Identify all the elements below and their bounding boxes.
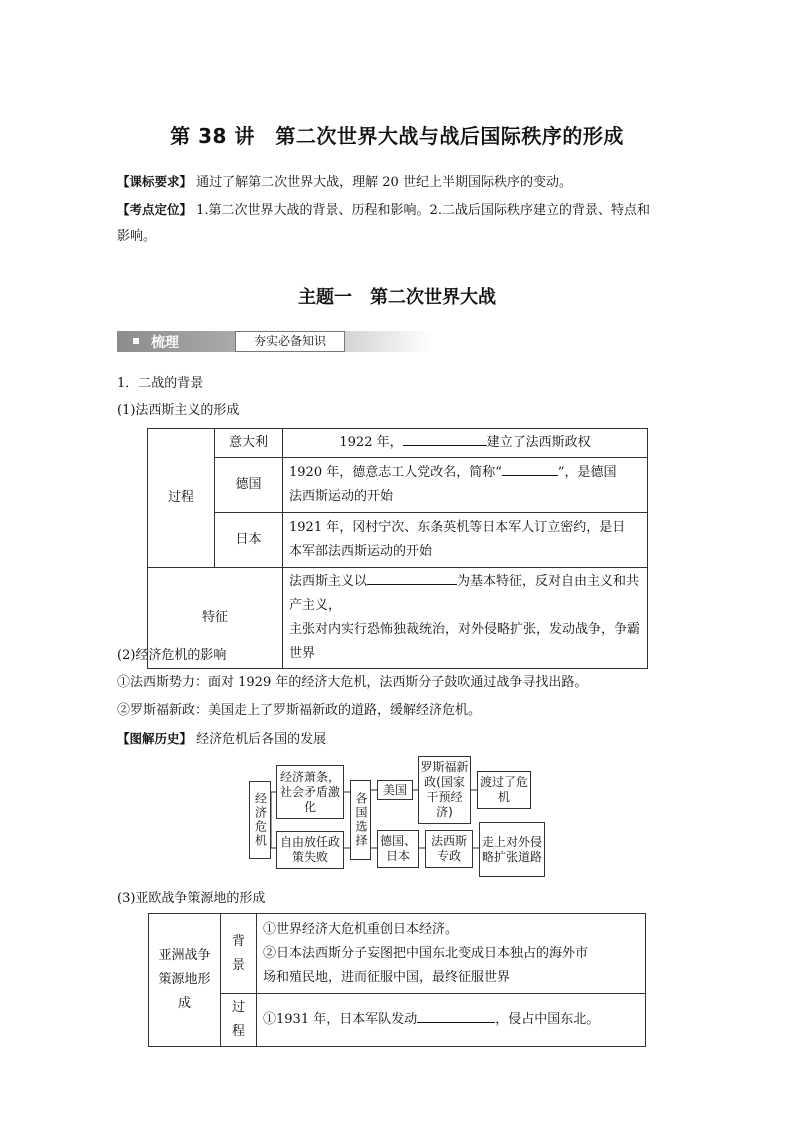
diagram-roosevelt-text: 罗斯福新政(国家干预经济) xyxy=(420,760,469,819)
country-japan: 日本 xyxy=(215,513,283,568)
germany-line1-pre: 1920 年，德意志工人党改名，简称“ xyxy=(289,465,502,480)
diagram-choice-text: 各国选择 xyxy=(354,792,368,848)
country-germany: 德国 xyxy=(215,458,283,513)
asia-process-label: 过程 xyxy=(221,994,257,1047)
diagram-crisis-text: 经济危机 xyxy=(253,792,268,848)
feature-label: 特征 xyxy=(148,568,283,669)
asia-table xyxy=(148,913,646,1047)
page-title: 第 38 讲 第二次世界大战与战后国际秩序的形成 xyxy=(170,124,624,148)
topic-title: 主题一 第二次世界大战 xyxy=(298,287,496,308)
banner-label: 梳理 xyxy=(151,335,179,351)
diagram-roosevelt-box xyxy=(418,756,471,824)
japan-line1: 1921 年，冈村宁次、东条英机等日本军人订立密约，是日 xyxy=(289,520,626,535)
feature-line1-post: 为基本特征，反对自由主义和共产主义， xyxy=(289,574,640,613)
asia-process-pre: ①1931 年，日本军队发动 xyxy=(263,1012,418,1027)
country-italy: 意大利 xyxy=(215,429,283,458)
feature-line2: 主张对内实行恐怖独裁统治，对外侵略扩张，发动战争，争霸世界 xyxy=(289,622,641,661)
banner-sub-label: 夯实必备知识 xyxy=(235,331,345,352)
diagram-caption-text: 经济危机后各国的发展 xyxy=(196,732,327,747)
diagram-fascist-rule-text: 法西斯专政 xyxy=(430,834,467,863)
diagram-depression-text: 经济萧条，社会矛盾激化 xyxy=(279,769,340,814)
asia-bg2-line1: ②日本法西斯分子妄图把中国东北变成日本独占的海外市 xyxy=(263,945,589,961)
diagram-depression-box xyxy=(276,765,344,819)
diagram-germany-japan-text: 德国、日本 xyxy=(379,834,416,863)
asia-bg1: ①世界经济大危机重创日本经济。 xyxy=(263,921,459,937)
crisis-heading: (2)经济危机的影响 xyxy=(117,648,227,663)
diagram-usa-text: 美国 xyxy=(382,782,407,797)
diagram-aggression-text: 走上对外侵略扩张道路 xyxy=(481,834,542,864)
diagram-caption-tag: 【图解历史】 xyxy=(117,731,193,746)
diagram-laissez-text: 自由放任政策失败 xyxy=(279,835,340,864)
section-heading: 1．二战的背景 xyxy=(117,376,204,391)
diagram-aggression-box xyxy=(479,822,545,877)
germany-line1-post: ”，是德国 xyxy=(557,465,617,480)
asia-background-label: 背景 xyxy=(221,914,257,994)
exam-points-line2: 影响。 xyxy=(117,229,157,244)
diagram-fascist-rule-box xyxy=(425,830,473,868)
crisis-point-2: ②罗斯福新政：美国走上了罗斯福新政的道路，缓解经济危机。 xyxy=(117,703,482,718)
italy-pre: 1922 年， xyxy=(339,435,403,450)
italy-post: 建立了法西斯政权 xyxy=(486,435,591,450)
asia-bg2-line2: 场和殖民地，进而征服中国，最终征服世界 xyxy=(263,969,511,985)
germany-line2: 法西斯运动的开始 xyxy=(289,489,394,504)
feature-line1-pre: 法西斯主义以 xyxy=(289,574,368,589)
diagram-laissez-box xyxy=(276,831,344,869)
curriculum-tag: 【课标要求】 xyxy=(117,174,193,189)
asia-label: 亚洲战争策源地形成 xyxy=(149,914,221,1047)
asia-process-post: ，侵占中国东北。 xyxy=(495,1012,600,1027)
diagram-survive-box xyxy=(477,771,531,809)
process-label: 过程 xyxy=(148,429,215,568)
japan-line2: 本军部法西斯运动的开始 xyxy=(289,544,433,559)
asia-heading: (3)亚欧战争策源地的形成 xyxy=(117,891,266,906)
diagram-choice-box xyxy=(350,780,371,860)
exam-points-line1: 1.第二次世界大战的背景、历程和影响。2.二战后国际秩序建立的背景、特点和 xyxy=(196,203,650,218)
diagram-germany-japan-box xyxy=(377,830,419,868)
exam-points-tag: 【考点定位】 xyxy=(117,202,193,217)
diagram-crisis-box xyxy=(249,781,271,859)
diagram-survive-text: 渡过了危机 xyxy=(479,775,528,804)
curriculum-text: 通过了解第二次世界大战，理解 20 世纪上半期国际秩序的变动。 xyxy=(196,175,572,190)
diagram-usa-box xyxy=(377,780,413,800)
asia-background-cell xyxy=(257,914,646,994)
fascism-heading: (1)法西斯主义的形成 xyxy=(117,403,240,418)
crisis-point-1: ①法西斯势力：面对 1929 年的经济大危机，法西斯分子鼓吹通过战争寻找出路。 xyxy=(117,675,588,690)
asia-process-cell xyxy=(257,994,646,1047)
fill-blank-asia xyxy=(417,1008,495,1023)
